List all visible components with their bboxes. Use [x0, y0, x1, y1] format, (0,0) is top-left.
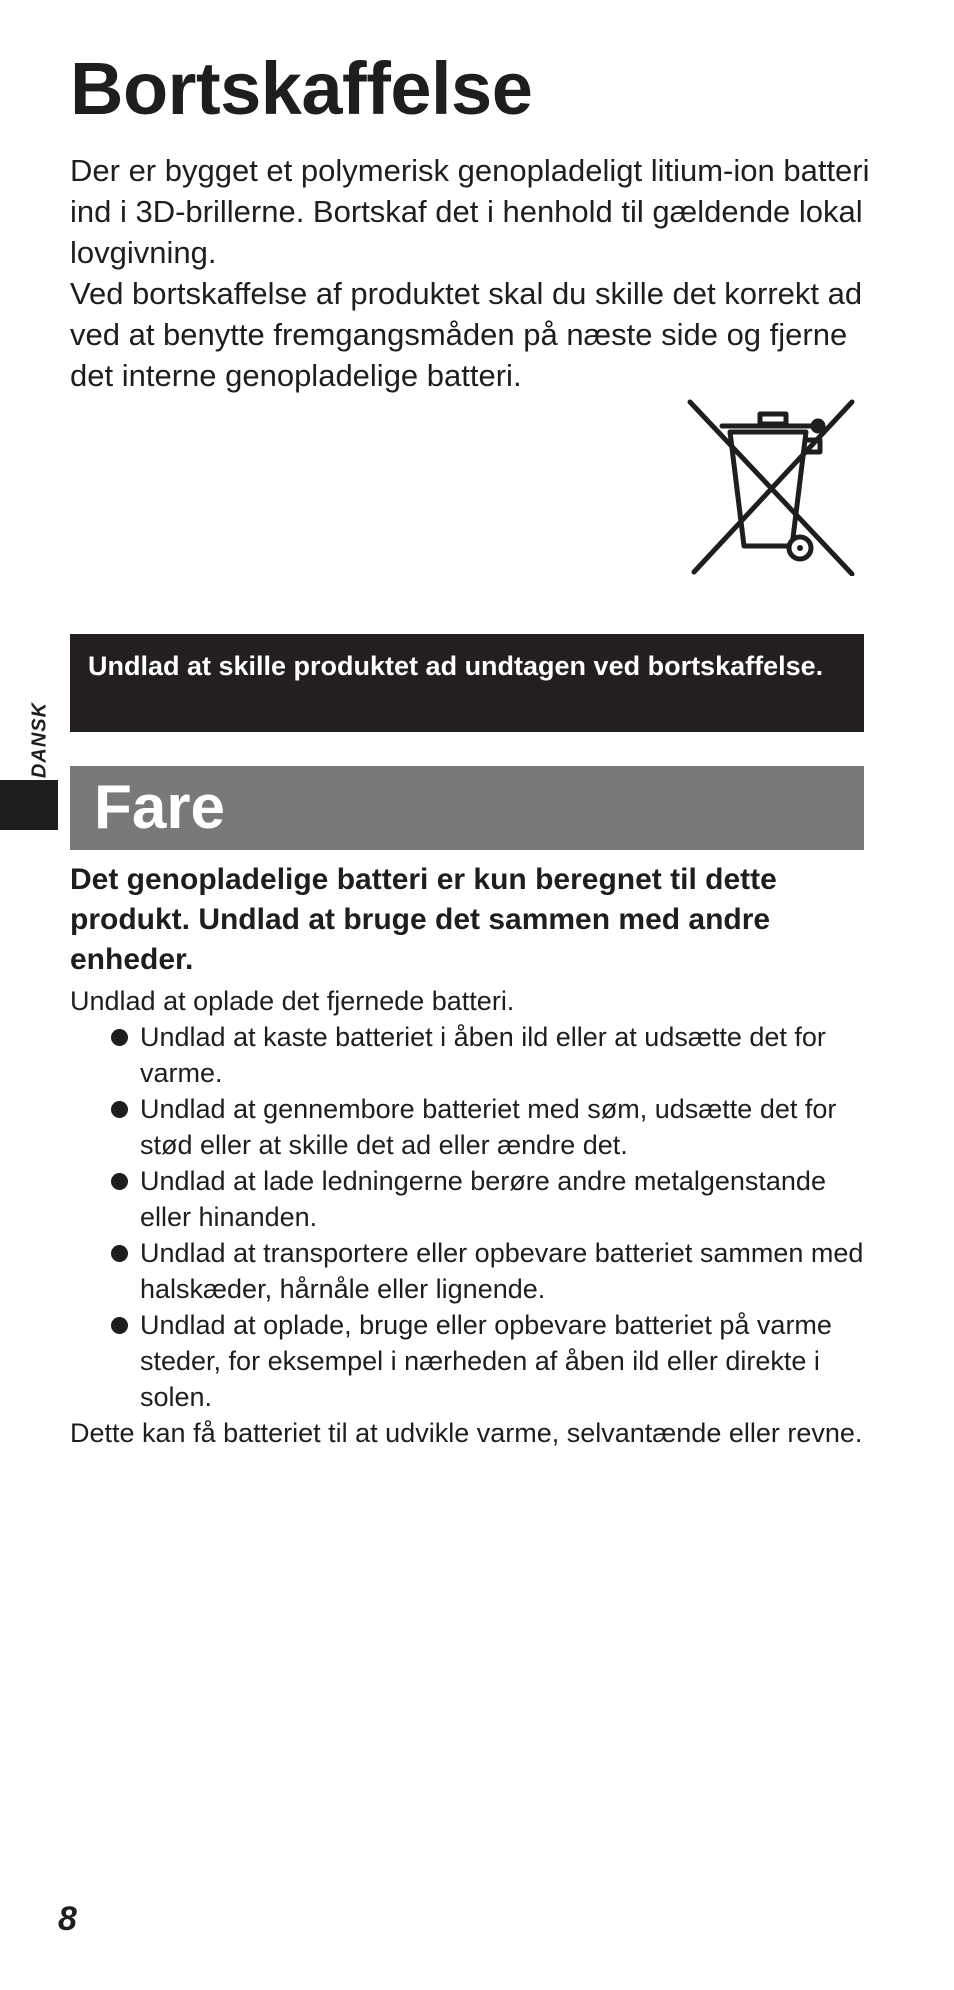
bullet-dot-icon: [111, 1173, 128, 1190]
intro-paragraph: Der er bygget et polymerisk genopladeligt litium-ion batteri ind i 3D-brillerne. Bortskaf det i henhold til gældende lokal lovgivning.: [70, 153, 870, 270]
bullet-dot-icon: [111, 1317, 128, 1334]
disassembly-notice: [70, 634, 864, 732]
bullet-text: Undlad at oplade, bruge eller opbevare batteriet på varme steder, for eksempel i nærheden af åben ild eller direkte i solen.: [140, 1310, 832, 1412]
crossed-out-wheelie-bin-icon: [682, 396, 862, 576]
bullet-dot-icon: [111, 1029, 128, 1046]
danger-closing-text: Dette kan få batteriet til at udvikle varme, selvantænde eller revne.: [70, 1418, 863, 1448]
language-text: DANSK: [28, 701, 51, 779]
bullet-text: Undlad at transportere eller opbevare batteriet sammen med halskæder, hårnåle eller lignende.: [140, 1238, 864, 1304]
bullet-text: Undlad at lade ledningerne berøre andre metalgenstande eller hinanden.: [140, 1166, 826, 1232]
list-item: [70, 1307, 870, 1415]
list-item: [70, 1019, 870, 1091]
danger-heading-bar: [70, 766, 864, 850]
danger-bullet-list: [70, 1019, 870, 1415]
bullet-text: Undlad at kaste batteriet i åben ild eller at udsætte det for varme.: [140, 1022, 826, 1088]
danger-heading: Fare: [94, 773, 225, 842]
bullet-text: Undlad at gennembore batteriet med søm, udsætte det for stød eller at skille det ad eller ændre det.: [140, 1094, 837, 1160]
page-number: 8: [58, 1900, 77, 1938]
section-title: Bortskaffelse: [70, 47, 533, 130]
bullet-dot-icon: [111, 1245, 128, 1262]
intro-text: [70, 150, 880, 396]
danger-lead-text: Det genopladelige batteri er kun beregnet til dette produkt. Undlad at bruge det sammen med andre enheder.: [70, 863, 777, 976]
danger-instruction: Undlad at oplade det fjernede batteri.: [70, 986, 515, 1016]
notice-text: Undlad at skille produktet ad undtagen ved bortskaffelse.: [88, 651, 824, 681]
language-tab-marker: [0, 780, 58, 830]
language-label: [28, 690, 52, 790]
bullet-dot-icon: [111, 1101, 128, 1118]
list-item: [70, 1235, 870, 1307]
list-item: [70, 1091, 870, 1163]
intro-paragraph: Ved bortskaffelse af produktet skal du skille det korrekt ad ved at benytte fremgangsmåden på næste side og fjerne det interne genopladelige batteri.: [70, 276, 863, 393]
list-item: [70, 1163, 870, 1235]
